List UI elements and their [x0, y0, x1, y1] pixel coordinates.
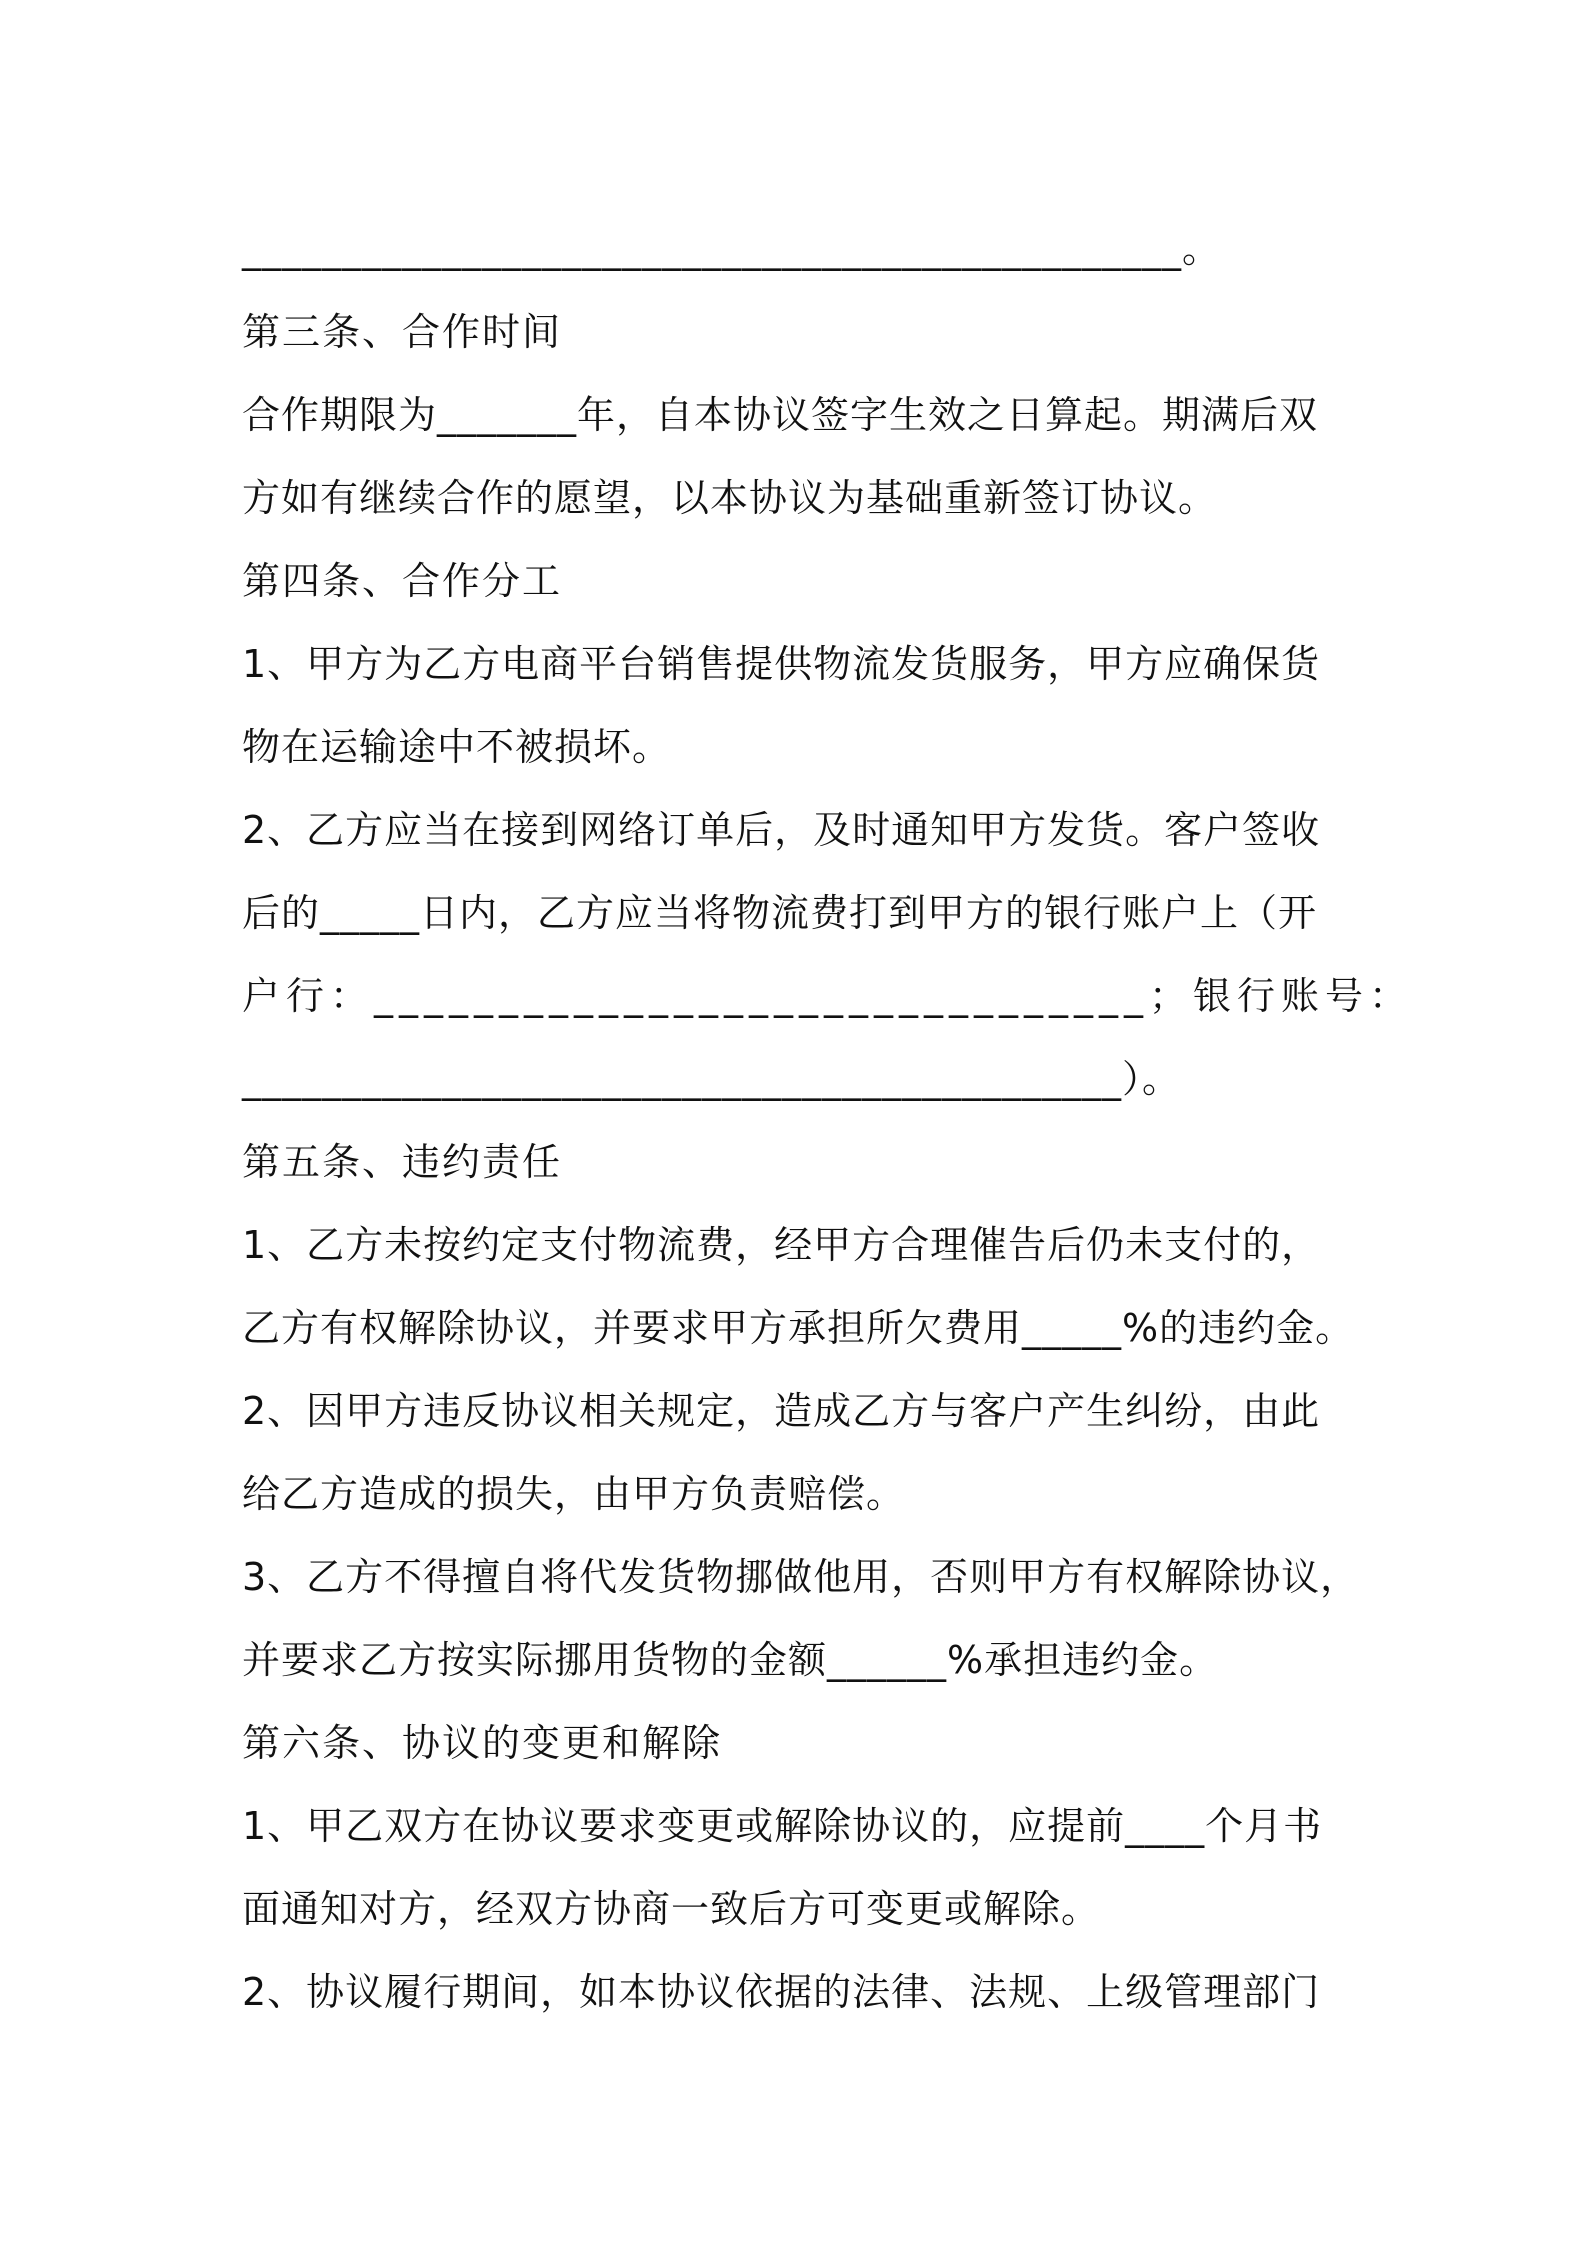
text-line: 乙方有权解除协议，并要求甲方承担所欠费用_____%的违约金。: [242, 1306, 1355, 1350]
text-line-end-blank: _______________________________________________。: [242, 227, 1222, 271]
text-line: 1、甲乙双方在协议要求变更或解除协议的，应提前____个月书: [242, 1804, 1323, 1848]
text-line: 2、协议履行期间，如本协议依据的法律、法规、上级管理部门: [242, 1970, 1321, 2014]
text-line: 面通知对方，经双方协商一致后方可变更或解除。: [242, 1887, 1101, 1931]
text-line-bank-info: 户行：_______________________________；银行账号：: [242, 974, 1414, 1018]
heading-article-5: 第五条、违约责任: [242, 1140, 563, 1184]
heading-article-3: 第三条、合作时间: [242, 310, 563, 354]
text-line: 3、乙方不得擅自将代发货物挪做他用，否则甲方有权解除协议，: [242, 1555, 1360, 1599]
text-line: 物在运输途中不被损坏。: [242, 725, 672, 769]
text-line: 后的_____日内，乙方应当将物流费打到甲方的银行账户上（开: [242, 891, 1318, 935]
text-line: 2、因甲方违反协议相关规定，造成乙方与客户产生纠纷，由此: [242, 1389, 1321, 1433]
heading-article-6: 第六条、协议的变更和解除: [242, 1721, 723, 1765]
text-line: 给乙方造成的损失，由甲方负责赔偿。: [242, 1472, 906, 1516]
text-line: 2、乙方应当在接到网络订单后，及时通知甲方发货。客户签收: [242, 808, 1321, 852]
heading-article-4: 第四条、合作分工: [242, 559, 563, 603]
text-line: 1、甲方为乙方电商平台销售提供物流发货服务，甲方应确保货: [242, 642, 1321, 686]
text-line: 1、乙方未按约定支付物流费，经甲方合理催告后仍未支付的，: [242, 1223, 1321, 1267]
text-line: 方如有继续合作的愿望，以本协议为基础重新签订协议。: [242, 476, 1218, 520]
text-line: 并要求乙方按实际挪用货物的金额______%承担违约金。: [242, 1638, 1219, 1682]
text-line: 合作期限为_______年，自本协议签字生效之日算起。期满后双: [242, 393, 1319, 437]
document-body: [242, 208, 1414, 2034]
text-line: ____________________________________________）。: [242, 1057, 1182, 1101]
